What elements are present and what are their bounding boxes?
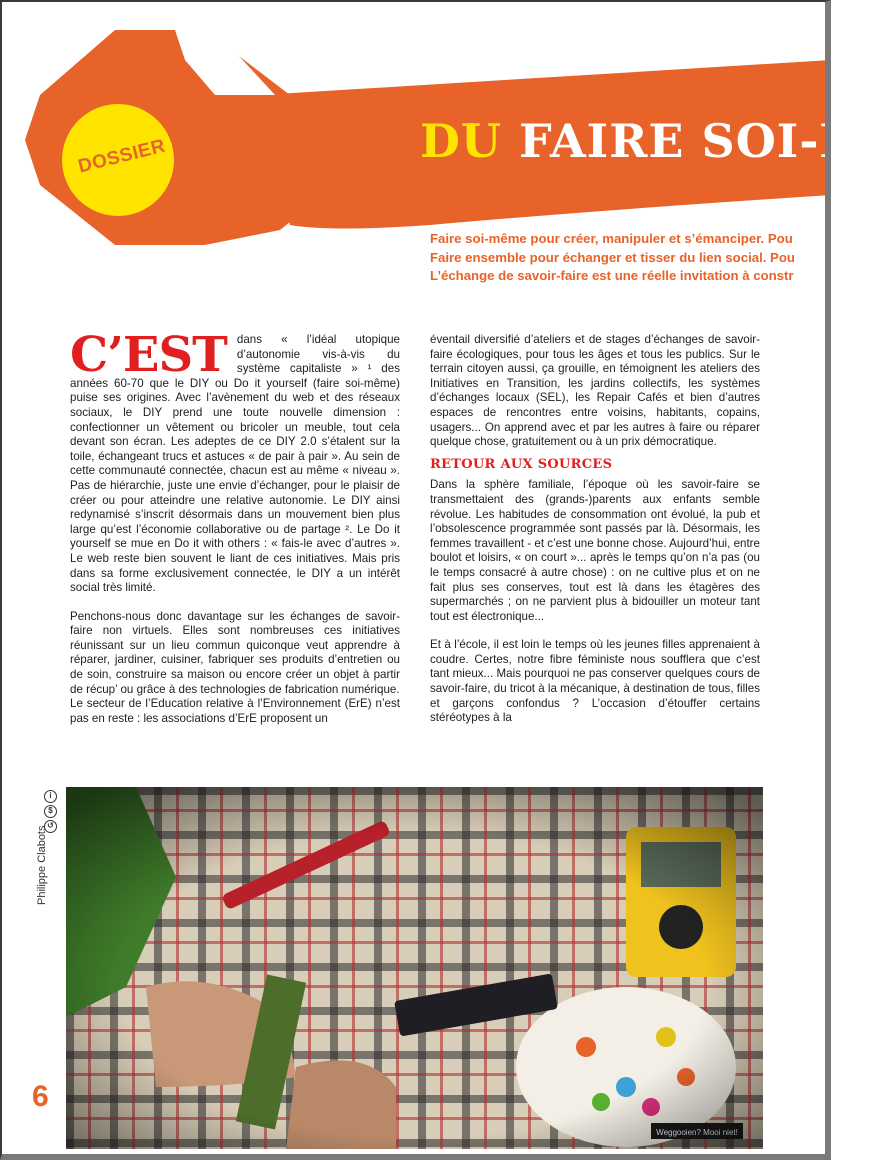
repair-workshop-photo [66, 787, 763, 1149]
paragraph: Le secteur de l’Education relative à l’Environnement (ErE) n’est pas en reste : les associations d’ErE proposent un [70, 697, 400, 725]
title-part-1: DU [420, 114, 520, 168]
lede-line: Faire soi-même pour créer, manipuler et s’émanciper. Pou [430, 231, 793, 246]
cc-by-icon: i [44, 790, 57, 803]
lede-line: Faire ensemble pour échanger et tisser du lien social. Pou [430, 249, 795, 265]
paragraph: Et à l’école, il est loin le temps où les jeunes filles apprenaient à coudre. Certes, notre fibre féministe nous soufflera que c’est tant mieux... Mais pourquoi ne pas conserver quelques cours de savoir-faire, du tricot à la mécanique, à destination de tous, filles et garçons confondus ? L’occasion d’étouffer certains stéréotypes à la [430, 638, 760, 725]
paragraph-intro-text: dans « l’idéal utopique d’autonomie vis-à-vis du système capitaliste » ¹ des années 60-70 que le DIY ou Do it yourself (faire soi-même) puise ses origines. Avec l’avènement du web et des réseaux sociaux, le DIY prend une toute nouvelle dimension : confectionner un vêtement ou bricoler un meuble, tout cela devant son écran. Les adeptes de ce DIY 2.0 s’étalent sur la toile, échangeant trucs et astuces « de pair à pair ». Au sein de cette communauté connectée, chacun est au même « niveau ». Pas de hiérarchie, juste une envie d’échanger, pour le plaisir de créer ou pour atteindre une relative autonomie. Le DIY ainsi redynamisé s’inscrit désormais dans un mouvement bien plus large qu’est l’économie collaborative ou de partage ². Le Do it yourself se mue en Do it with others : « fais-le avec d’autres ». Le web reste bien souvent le liant de ces initiatives. Mais pris dans sa forme exclusivement connectée, le DIY a un intérêt social très limité. [70, 333, 400, 595]
article-left-column [70, 327, 400, 726]
lede-line: L’échange de savoir-faire est une réelle invitation à constr [430, 268, 794, 283]
cc-nc-icon: $ [44, 805, 57, 818]
paragraph: Penchons-nous donc davantage sur les échanges de savoir-faire non virtuels. Elles sont nombreuses ces initiatives réunissant sur un lieu commun quiconque veut apprendre à réparer, jardiner, cuisiner, fabriquer ses produits d’entretien ou de soin, construire sa maison ou encore créer un objet à partir de récup’ ou grâce à des technologies de fabrication numérique. [70, 609, 400, 696]
paragraph: Dans la sphère familiale, l’époque où les savoir-faire se transmettaient des (grands-)parents aux enfants semble révolue. Les habitudes de consommation ont évolué, la pub et l’obsolescence programmée sont passés par là. Désormais, les femmes travaillent - et c’est une bonne chose. Aujourd’hui, entre boulot et loisirs, « on court »... après le temps qu’on n’a pas (ou le temps consacré à autre chose) : on ne cultive plus et on ne fait plus ses conserves, tout est là dans les étagères des supermarchés ; on ne parvient plus à bidouiller un moteur tant tout est électronique... [430, 478, 760, 623]
dropcap: C’EST [70, 327, 227, 383]
photo-credit: Philippe Clabots [36, 825, 48, 905]
article-right-column [430, 333, 760, 726]
page-number: 6 [32, 1080, 49, 1113]
title-part-2: FAIRE SOI-M [519, 114, 871, 168]
main-title [420, 110, 871, 172]
dossier-label: DOSSIER [76, 135, 168, 178]
cc-sa-icon: ↺ [44, 820, 57, 833]
paragraph: éventail diversifié d’ateliers et de stages d’échanges de savoir-faire écologiques, pour tous les âges et tous les publics. Sur le terrain citoyen aussi, ça grouille, en témoignent les ateliers des Initiatives en Transition, les jardins collectifs, les systèmes d’échanges locaux (SEL), les Repair Cafés et bien d’autres espaces de rencontres entre voisins, habitants, copains, usagers... On apprend avec et par les autres à faire ou réparer quelque chose, gratuitement ou à un prix démocratique. [430, 333, 760, 449]
section-heading: RETOUR AUX SOURCES [430, 456, 613, 472]
paragraph-intro [70, 327, 400, 596]
lede [430, 230, 831, 286]
